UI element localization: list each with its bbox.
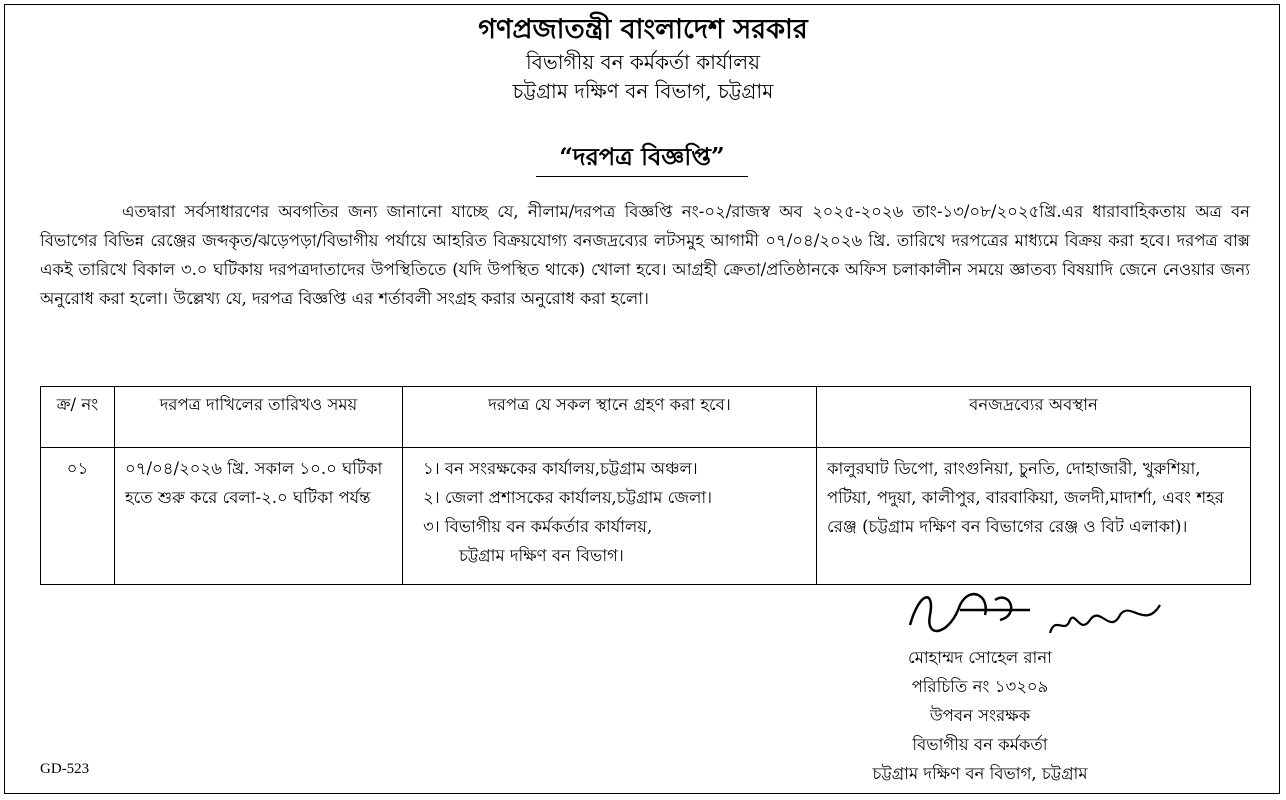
place-item-continued: চট্টগ্রাম দক্ষিণ বন বিভাগ। <box>459 546 624 565</box>
table-row <box>41 448 1251 585</box>
gd-code: GD-523 <box>40 761 90 777</box>
col-serial-header: ক্র/ নং <box>41 387 115 448</box>
datetime-cell: ০৭/০৪/২০২৬ খ্রি. সকাল ১০.০ ঘটিকা হতে শুরু করে বেলা-২.০ ঘটিকা পর্যন্ত <box>115 448 403 585</box>
signatory-id: পরিচিতি নং ১৩২০৯ <box>911 677 1049 696</box>
place-item: ১। বন সংরক্ষকের কার্যালয়,চট্টগ্রাম অঞ্চল। <box>423 459 698 478</box>
signatory-office: চট্টগ্রাম দক্ষিণ বন বিভাগ, চট্টগ্রাম <box>872 764 1088 783</box>
place-item: ৩। বিভাগীয় বন কর্মকর্তার কার্যালয়, <box>423 517 653 536</box>
signatory-block <box>830 585 1130 788</box>
notice-title: “দরপত্র বিজ্ঞপ্তি” <box>536 138 748 177</box>
col-datetime-header: দরপত্র দাখিলের তারিখও সময় <box>115 387 403 448</box>
table-header-row <box>41 387 1251 448</box>
notice-body: এতদ্বারা সর্বসাধারণের অবগতির জন্য জানানো যাচ্ছে যে, নীলাম/দরপত্র বিজ্ঞপ্তি নং-০২/রাজস্ব অব ২০২৫-২০২৬ তাং-১৩/০৮/২০২৫খ্রি.এর ধারাবাহিকতায় অত্র বন বিভাগের বিভিন্ন রেঞ্জের জব্দকৃত/ঝড়েপড়া/বিভাগীয় পর্যায়ে আহরিত বিক্রয়যোগ্য বনজদ্রব্যের লটসমুহ আগামী ০৭/০৪/২০২৬ খ্রি. তারিখে দরপত্রের মাধ্যমে বিক্রয় করা হবে। দরপত্র বাক্স একই তারিখে বিকাল ৩.০ ঘটিকায় দরপত্রদাতাদের উপস্থিতিতে (যদি উপস্থিত থাকে) খোলা হবে। আগ্রহী ক্রেতা/প্রতিষ্ঠানকে অফিস চলাকালীন সময়ে জ্ঞাতব্য বিষয়াদি জেনে নেওয়ার জন্য অনুরোধ করা হলো। উল্লেখ্য যে, দরপত্র বিজ্ঞপ্তি এর শর্তাবলী সংগ্রহ করার অনুরোধ করা হলো। <box>40 202 1250 308</box>
division-name: চট্টগ্রাম দক্ষিণ বন বিভাগ, চট্টগ্রাম <box>512 79 774 103</box>
place-item: ২। জেলা প্রশাসকের কার্যালয়,চট্টগ্রাম জেলা। <box>423 488 713 507</box>
places-cell <box>403 448 817 585</box>
letterhead <box>0 12 1286 106</box>
col-location-header: বনজদ্রব্যের অবস্থান <box>817 387 1251 448</box>
signatory-title: উপবন সংরক্ষক <box>929 706 1031 725</box>
signatory-name: মোহাম্মদ সোহেল রানা <box>908 648 1052 667</box>
tender-table <box>40 386 1251 585</box>
serial-cell: ০১ <box>41 448 115 585</box>
office-name: বিভাগীয় বন কর্মকর্তা কার্যালয় <box>525 50 760 74</box>
location-cell: কালুরঘাট ডিপো, রাংগুনিয়া, চুনতি, দোহাজারী, খুরুশিয়া, পটিয়া, পদুয়া, কালীপুর, বারবাকিয়া, জলদী,মাদার্শা, এবং শহর রেঞ্জ (চট্টগ্রাম দক্ষিণ বন বিভাগের রেঞ্জ ও বিট এলাকা)। <box>817 448 1251 585</box>
signatory-designation: বিভাগীয় বন কর্মকর্তা <box>912 735 1048 754</box>
col-places-header: দরপত্র যে সকল স্থানে গ্রহণ করা হবে। <box>403 387 817 448</box>
government-name: গণপ্রজাতন্ত্রী বাংলাদেশ সরকার <box>478 14 808 45</box>
